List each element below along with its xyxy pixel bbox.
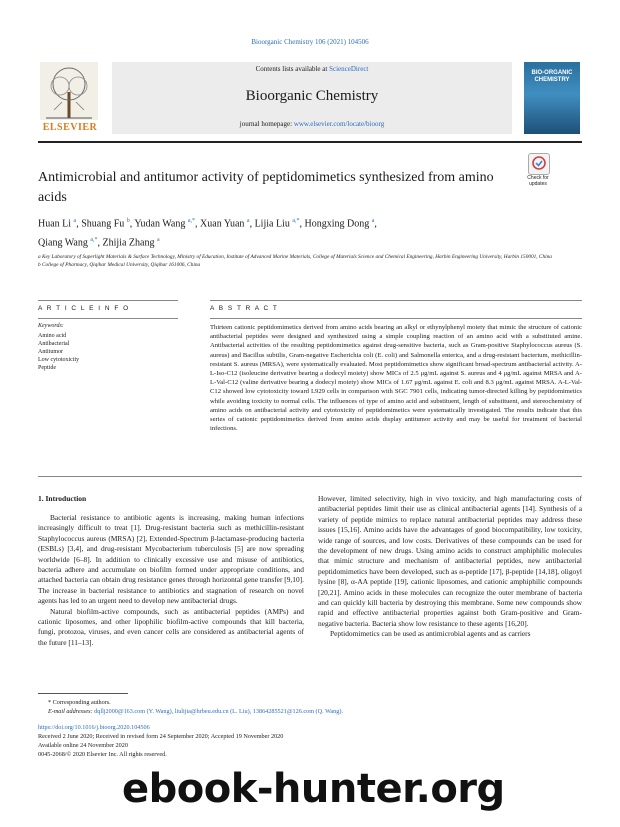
- abstract-heading: A B S T R A C T: [210, 305, 279, 312]
- body-paragraph: Natural biofilm-active compounds, such as antibacterial peptides (AMPs) and cationic liposomes, and other lipophilic biofilm-active compounds that kill bacteria, fungi, protozoa, viruses, and even cancer cells are considered as antibacterial agents of the future [11–13].: [38, 606, 304, 647]
- email-line: [48, 708, 568, 717]
- abstract-rule-mid: [210, 318, 582, 319]
- author-name[interactable]: Huan Li: [38, 218, 72, 230]
- affiliation-a: a Key Laboratory of Superlight Materials & Surface Technology, Ministry of Education, Institute of Advanced Marine Materials, College of Materials Science and Chemical Engineering, Harbin Engineering University, Harbin 150001, China: [38, 254, 552, 260]
- homepage-prefix: journal homepage:: [239, 120, 294, 128]
- keyword-item: Antibacterial: [38, 341, 70, 347]
- author-name[interactable]: Qiang Wang: [38, 237, 88, 249]
- footnote-rule: [38, 693, 128, 694]
- author-name[interactable]: Zhijia Zhang: [102, 237, 155, 249]
- homepage-link[interactable]: www.elsevier.com/locate/bioorg: [293, 120, 385, 128]
- author-name[interactable]: Hongxing Dong: [304, 218, 370, 230]
- check-for-updates-label[interactable]: Check for updates: [527, 175, 549, 187]
- body-paragraph: Bacterial resistance to antibiotic agents is increasing, making human infections increasingly difficult to treat [1]. Drug-resistant bacteria such as methicillin-resistant Staphylococcus aureus (MRSA) [2], Extended-Spectrum β-lactamase-producing bacteria (ESBLs) [3,4], and drug-resistant Mycobacterium tuberculosis [5] are now spreading worldwide [6–8]. In addition to clinically excessive use and misuse of antibiotics, bacteria adhere and accumulate on biofilm formed under appropriate conditions, and attached bacteria can obtain drug resistance genes through horizontal gene transfer [9,10]. The increase in bacterial resistance to antibiotics and stagnation of research on novel agents has led to an urgent need to develop new antibacterial drugs.: [38, 513, 304, 606]
- watermark-text: ebook-hunter.org: [122, 766, 505, 812]
- copyright-line: 0045-2068/© 2020 Elsevier Inc. All rights reserved.: [38, 751, 167, 758]
- contents-prefix: Contents lists available at: [255, 65, 330, 73]
- author-affiliation-mark[interactable]: a: [73, 218, 77, 224]
- check-for-updates-icon[interactable]: [528, 153, 550, 175]
- contents-line: [112, 65, 512, 73]
- email-addresses[interactable]: dqllj2000@163.com (Y. Wang), liulijia@hrbeu.edu.cn (L. Liu), 13864285521@126.com (Q. Wang).: [94, 708, 343, 715]
- author-affiliation-mark[interactable]: a: [246, 218, 250, 224]
- homepage-line: [112, 120, 512, 128]
- abstract-text: Thirteen cationic peptidomimetics derived from amino acids bearing an alkyl or ethynylphenyl moiety that mimic the structure of cationic antibacterial peptides were designed and synthesized using a simple coupling reaction of an amino acid with a substituted amine. Antibacterial activities of the resulting peptidomimetics against drug-sensitive bacteria, such as Gram-positive Staphylococcus aureus (S. aureus) and Bacillus subtilis, Gram-negative Escherichia coli (E. coli) and Salmonella enterica, and a drug-resistant bacterium, methicillin-resistant S. aureus (MRSA), were systematically evaluated. Most peptidomimetics show significant broad-spectrum antibacterial activity. A-L-Iso-C12 (isoleucine derivative bearing a dodecyl moiety) show MICs of 2.5 μg/mL against S. aureus and 4 μg/mL against MRSA and A-L-Val-C12 (valine derivative bearing a dodecyl moiety) show MICs of 1.67 μg/mL against E. coli and 8.3 μg/mL against MRSA. A-L-Val-C12 showed low cytotoxicity toward L929 cells in comparison with SGC 7901 cells, indicating tumor-directed killing by peptidomimetics while avoiding toxicity to normal cells. The influences of type of amino acid and substituent, length of substituent, and stereochemistry of amino acids on antibacterial activity and cytotoxicity of peptidomimetics were systematically investigated. The results indicate that this series of cationic peptidomimetics derived from amino acids display antitumor activity and may be useful for treatment of bacterial infections.: [210, 324, 582, 433]
- journal-title: Bioorganic Chemistry: [245, 88, 379, 104]
- body-paragraph: Peptidomimetics can be used as antimicrobial agents and as carriers: [330, 629, 531, 639]
- affiliations: [38, 253, 578, 269]
- author-name[interactable]: Lijia Liu: [254, 218, 290, 230]
- keyword-item: Low cytotoxicity: [38, 357, 80, 363]
- keyword-item: Peptide: [38, 365, 56, 371]
- article-title: Antimicrobial and antitumor activity of peptidomimetics synthesized from amino acids: [38, 170, 494, 205]
- author-list: Huan Li $^a$, Shuang Fu $^b$, Yudan Wang $^{a,*}$, Xuan Yuan $^a$, Lijia Liu $^{a,*}$, Hongxing Dong $^a$, Qiang Wang $^{a,*}$, Zhijia Zhang $^a$: [38, 218, 377, 249]
- abstract-rule-bottom: [38, 476, 582, 477]
- received-dates: Received 2 June 2020; Received in revised form 24 September 2020; Accepted 19 November 2020: [38, 733, 284, 740]
- info-rule-mid: [38, 318, 178, 319]
- author-affiliation-mark[interactable]: a,*: [292, 218, 300, 224]
- author-affiliation-mark[interactable]: a,*: [187, 218, 196, 224]
- doi-link[interactable]: https://doi.org/10.1016/j.bioorg.2020.104506: [38, 724, 150, 731]
- body-paragraph: However, limited selectivity, high in vivo toxicity, and high manufacturing costs of antibacterial peptides limit their use as clinical antibacterial agents [14]. Synthesis of a variety of peptide mimics to replace natural antibacterial peptides may address these issues [15,16]. Amino acids have the advantages of good biocompatibility, low toxicity, wide range of sources, and low costs. Derivatives of these compounds can be used for the development of new drugs. Using amino acids to construct amphiphilic molecules that mimic structure and mechanism of antibacterial peptides, new antibacterial peptidomimetics have been developed, such as α-peptide [17], β-peptide [14,18], oligoyl lysine [8], α-AA peptide [19], cationic liposomes, and cationic amphiphilic compounds [20,21]. Amino acids in these molecules can recognize the outer membrane of bacteria and can quickly kill bacteria by destroying this membrane. Some new compounds show rapid and effective antibacterial properties against both Gram-positive and Gram-negative bacteria. Bacteria show low resistance to these agents [16,20].: [318, 494, 582, 628]
- info-rule-top: [38, 300, 178, 301]
- sciencedirect-link[interactable]: ScienceDirect: [329, 65, 369, 73]
- article-info-heading: A R T I C L E I N F O: [38, 305, 130, 312]
- section-heading-introduction: 1. Introduction: [38, 494, 87, 503]
- affiliation-b: b College of Pharmacy, Qiqihar Medical University, Qiqihar 161006, China: [38, 262, 201, 268]
- author-name[interactable]: Xuan Yuan: [200, 218, 245, 230]
- author-affiliation-mark[interactable]: b: [126, 218, 130, 224]
- email-label: E-mail addresses:: [48, 708, 95, 715]
- cover-title: BIO-ORGANIC CHEMISTRY: [531, 70, 573, 83]
- author-affiliation-mark[interactable]: a,*: [90, 237, 98, 244]
- abstract-rule-top: [210, 300, 582, 301]
- keywords-label: Keywords:: [38, 323, 64, 329]
- journal-citation[interactable]: Bioorganic Chemistry 106 (2021) 104506: [251, 38, 369, 46]
- available-online: Available online 24 November 2020: [38, 742, 128, 749]
- keyword-item: Antitumor: [38, 349, 63, 355]
- author-affiliation-mark[interactable]: a: [156, 237, 160, 244]
- body-left-column: [38, 513, 304, 648]
- corresponding-note: * Corresponding authors.: [48, 699, 111, 706]
- author-name[interactable]: Yudan Wang: [134, 218, 186, 230]
- keyword-item: Amino acid: [38, 333, 67, 339]
- author-affiliation-mark[interactable]: a: [371, 218, 375, 224]
- header-rule: [38, 141, 582, 143]
- body-right-column: [318, 494, 582, 640]
- publisher-logo-text: ELSEVIER: [42, 122, 98, 133]
- author-name[interactable]: Shuang Fu: [81, 218, 125, 230]
